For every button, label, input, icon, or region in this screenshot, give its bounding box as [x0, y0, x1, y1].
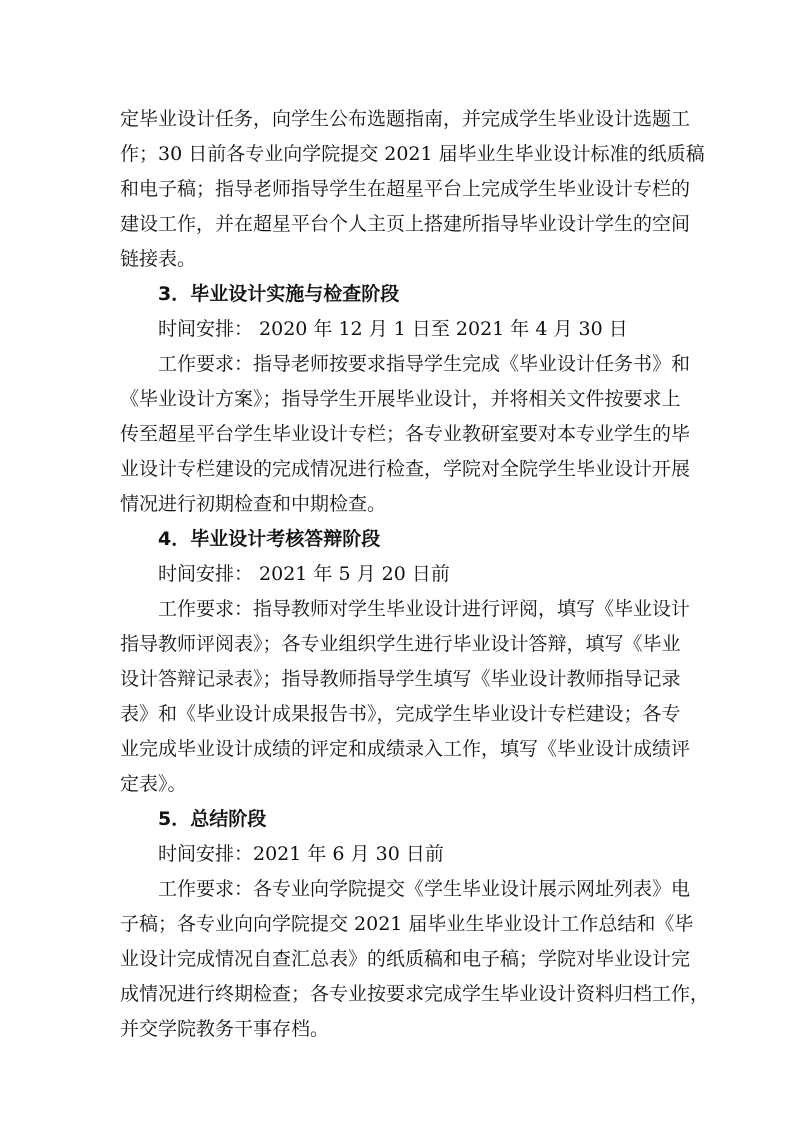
section-3-heading: 3．毕业设计实施与检查阶段	[158, 283, 400, 305]
intro-line: 定毕业设计任务，向学生公布选题指南，并完成学生毕业设计选题工	[120, 108, 691, 130]
intro-line: 链接表。	[120, 248, 197, 270]
section-4-heading: 4．毕业设计考核答辩阶段	[158, 528, 381, 550]
section-3-requirement-line: 业设计专栏建设的完成情况进行检查，学院对全院学生毕业设计开展	[120, 458, 691, 480]
section-5-requirement-line: 成情况进行终期检查；各专业按要求完成学生毕业设计资料归档工作，	[120, 983, 710, 1005]
intro-line: 建设工作，并在超星平台个人主页上搭建所指导毕业设计学生的空间	[120, 213, 691, 235]
intro-line: 作；30 日前各专业向学院提交 2021 届毕业生毕业设计标准的纸质稿	[120, 143, 705, 165]
section-5-requirement-line: 子稿；各专业向向学院提交 2021 届毕业生毕业设计工作总结和《毕	[120, 913, 694, 935]
section-3-requirement-line: 《毕业设计方案》；指导学生开展毕业设计，并将相关文件按要求上	[120, 388, 681, 410]
section-4-requirement-line: 指导教师评阅表》；各专业组织学生进行毕业设计答辩，填写《毕业	[120, 633, 681, 655]
section-3-time: 时间安排： 2020 年 12 月 1 日至 2021 年 4 月 30 日	[158, 318, 628, 340]
section-4-requirement-line: 表》和《毕业设计成果报告书》，完成学生毕业设计专栏建设；各专	[120, 703, 681, 725]
section-5-requirement-line: 并交学院教务干事存档。	[120, 1018, 330, 1040]
section-5-heading: 5．总结阶段	[158, 808, 267, 830]
section-5-time: 时间安排：2021 年 6 月 30 日前	[158, 843, 444, 865]
section-4-time: 时间安排： 2021 年 5 月 20 日前	[158, 563, 450, 585]
section-3-requirement-line: 传至超星平台学生毕业设计专栏；各专业教研室要对本专业学生的毕	[120, 423, 691, 445]
section-5-requirement-line: 业设计完成情况自查汇总表》的纸质稿和电子稿；学院对毕业设计完	[120, 948, 691, 970]
section-4-requirement-line: 工作要求：指导教师对学生毕业设计进行评阅，填写《毕业设计	[158, 598, 691, 620]
section-4-requirement-line: 业完成毕业设计成绩的评定和成绩录入工作，填写《毕业设计成绩评	[120, 738, 691, 760]
section-3-requirement-line: 情况进行初期检查和中期检查。	[120, 493, 387, 515]
section-3-requirement-line: 工作要求：指导老师按要求指导学生完成《毕业设计任务书》和	[158, 353, 691, 375]
intro-line: 和电子稿；指导老师指导学生在超星平台上完成学生毕业设计专栏的	[120, 178, 691, 200]
section-4-requirement-line: 定表》。	[120, 773, 187, 795]
section-4-requirement-line: 设计答辩记录表》；指导教师指导学生填写《毕业设计教师指导记录	[120, 668, 681, 690]
section-5-requirement-line: 工作要求：各专业向学院提交《学生毕业设计展示网址列表》电	[158, 878, 691, 900]
